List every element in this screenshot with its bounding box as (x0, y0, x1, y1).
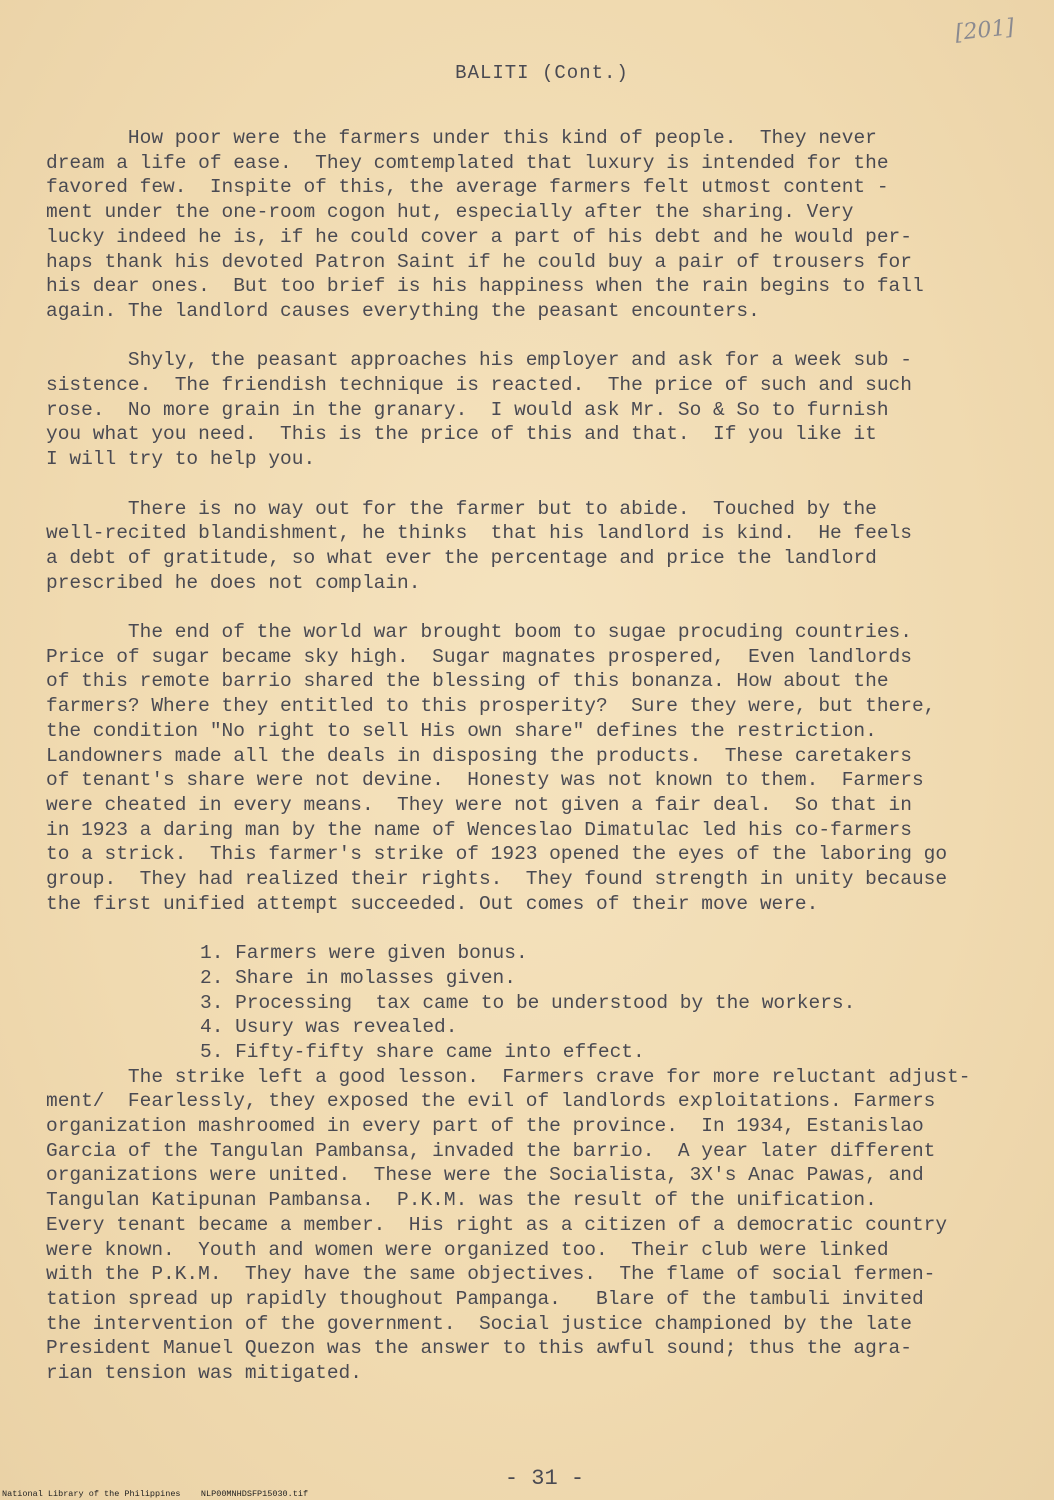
text-line: Price of sugar became sky high. Sugar magnates prospered, Even landlords (46, 645, 912, 668)
text-line: There is no way out for the farmer but to abide. Touched by the (46, 497, 877, 520)
text-line: of tenant's share were not devine. Honesty was not known to them. Farmers (46, 769, 924, 792)
text-line: farmers? Where they entitled to this prosperity? Sure they were, but there, (46, 695, 936, 718)
text-line: Every tenant became a member. His right as a citizen of a democratic country (46, 1213, 948, 1236)
text-line: rose. No more grain in the granary. I would ask Mr. So & So to furnish (46, 398, 889, 421)
text-line: the first unified attempt succeeded. Out comes of their move were. (46, 892, 819, 915)
text-line: organizations were united. These were the Socialista, 3X's Anac Pawas, and (46, 1164, 924, 1187)
list-item: 3. Processing tax came to be understood by the workers. (200, 991, 856, 1014)
list-item: 2. Share in molasses given. (200, 966, 516, 989)
text-line: lucky indeed he is, if he could cover a part of his debt and he would per- (46, 225, 912, 248)
text-line: organization mashroomed in every part of the province. In 1934, Estanislao (46, 1115, 924, 1138)
text-line: in 1923 a daring man by the name of Wenceslao Dimatulac led his co-farmers (46, 818, 912, 841)
text-line: President Manuel Quezon was the answer to this awful sound; thus the agra- (46, 1337, 912, 1360)
page-title: BALITI (Cont.) (455, 62, 629, 84)
text-line: of this remote barrio shared the blessing of this bonanza. How about the (46, 670, 889, 693)
text-line: the condition "No right to sell His own share" defines the restriction. (46, 719, 877, 742)
text-line: haps thank his devoted Patron Saint if he could buy a pair of trousers for (46, 250, 912, 273)
document-body (46, 126, 1006, 1386)
list-item: 1. Farmers were given bonus. (200, 942, 528, 965)
text-line: dream a life of ease. They comtemplated that luxury is intended for the (46, 151, 889, 174)
paragraph-5 (46, 1065, 1006, 1386)
text-line: were cheated in every means. They were not given a fair deal. So that in (46, 793, 912, 816)
text-line: Shyly, the peasant approaches his employer and ask for a week sub - (46, 349, 912, 372)
text-line: sistence. The friendish technique is reacted. The price of such and such (46, 374, 912, 397)
text-line: to a strick. This farmer's strike of 1923 opened the eyes of the laboring go (46, 843, 948, 866)
scan-footer-caption: National Library of the Philippines NLP00MNHDSFP15030.tif (2, 1489, 309, 1499)
paragraph-2 (46, 348, 1006, 472)
text-line: well-recited blandishment, he thinks that his landlord is kind. He feels (46, 522, 912, 545)
text-line: Tangulan Katipunan Pambansa. P.K.M. was the result of the unification. (46, 1189, 877, 1212)
text-line: his dear ones. But too brief is his happiness when the rain begins to fall (46, 275, 924, 298)
text-line: ment under the one-room cogon hut, especially after the sharing. Very (46, 201, 854, 224)
text-line: Garcia of the Tangulan Pambansa, invaded the barrio. A year later different (46, 1139, 936, 1162)
text-line: a debt of gratitude, so what ever the percentage and price the landlord (46, 546, 877, 569)
list-item: 4. Usury was revealed. (200, 1016, 458, 1039)
text-line: group. They had realized their rights. They found strength in unity because (46, 868, 948, 891)
text-line: ment/ Fearlessly, they exposed the evil of landlords exploitations. Farmers (46, 1090, 936, 1113)
paragraph-3 (46, 497, 1006, 596)
list-item: 5. Fifty-fifty share came into effect. (200, 1040, 645, 1063)
text-line: favored few. Inspite of this, the average farmers felt utmost content - (46, 176, 889, 199)
text-line: How poor were the farmers under this kind of people. They never (46, 127, 877, 149)
text-line: Landowners made all the deals in disposing the products. These caretakers (46, 744, 912, 767)
text-line: rian tension was mitigated. (46, 1362, 362, 1385)
text-line: with the P.K.M. They have the same objectives. The flame of social fermen- (46, 1263, 936, 1286)
text-line: prescribed he does not complain. (46, 571, 421, 594)
text-line: again. The landlord causes everything the peasant encounters. (46, 299, 760, 322)
results-list (46, 941, 1006, 1065)
paragraph-4 (46, 620, 1006, 916)
text-line: The strike left a good lesson. Farmers crave for more reluctant adjust- (46, 1065, 971, 1088)
text-line: The end of the world war brought boom to sugae procuding countries. (46, 621, 912, 644)
text-line: tation spread up rapidly thoughout Pampanga. Blare of the tambuli invited (46, 1287, 924, 1310)
text-line: you what you need. This is the price of this and that. If you like it (46, 423, 877, 446)
handwritten-page-annotation: [201] (953, 14, 1016, 47)
text-line: the intervention of the government. Social justice championed by the late (46, 1312, 912, 1335)
text-line: I will try to help you. (46, 448, 316, 471)
page-number: - 31 - (504, 1466, 585, 1491)
text-line: were known. Youth and women were organized too. Their club were linked (46, 1238, 889, 1261)
paragraph-1 (46, 126, 1006, 324)
